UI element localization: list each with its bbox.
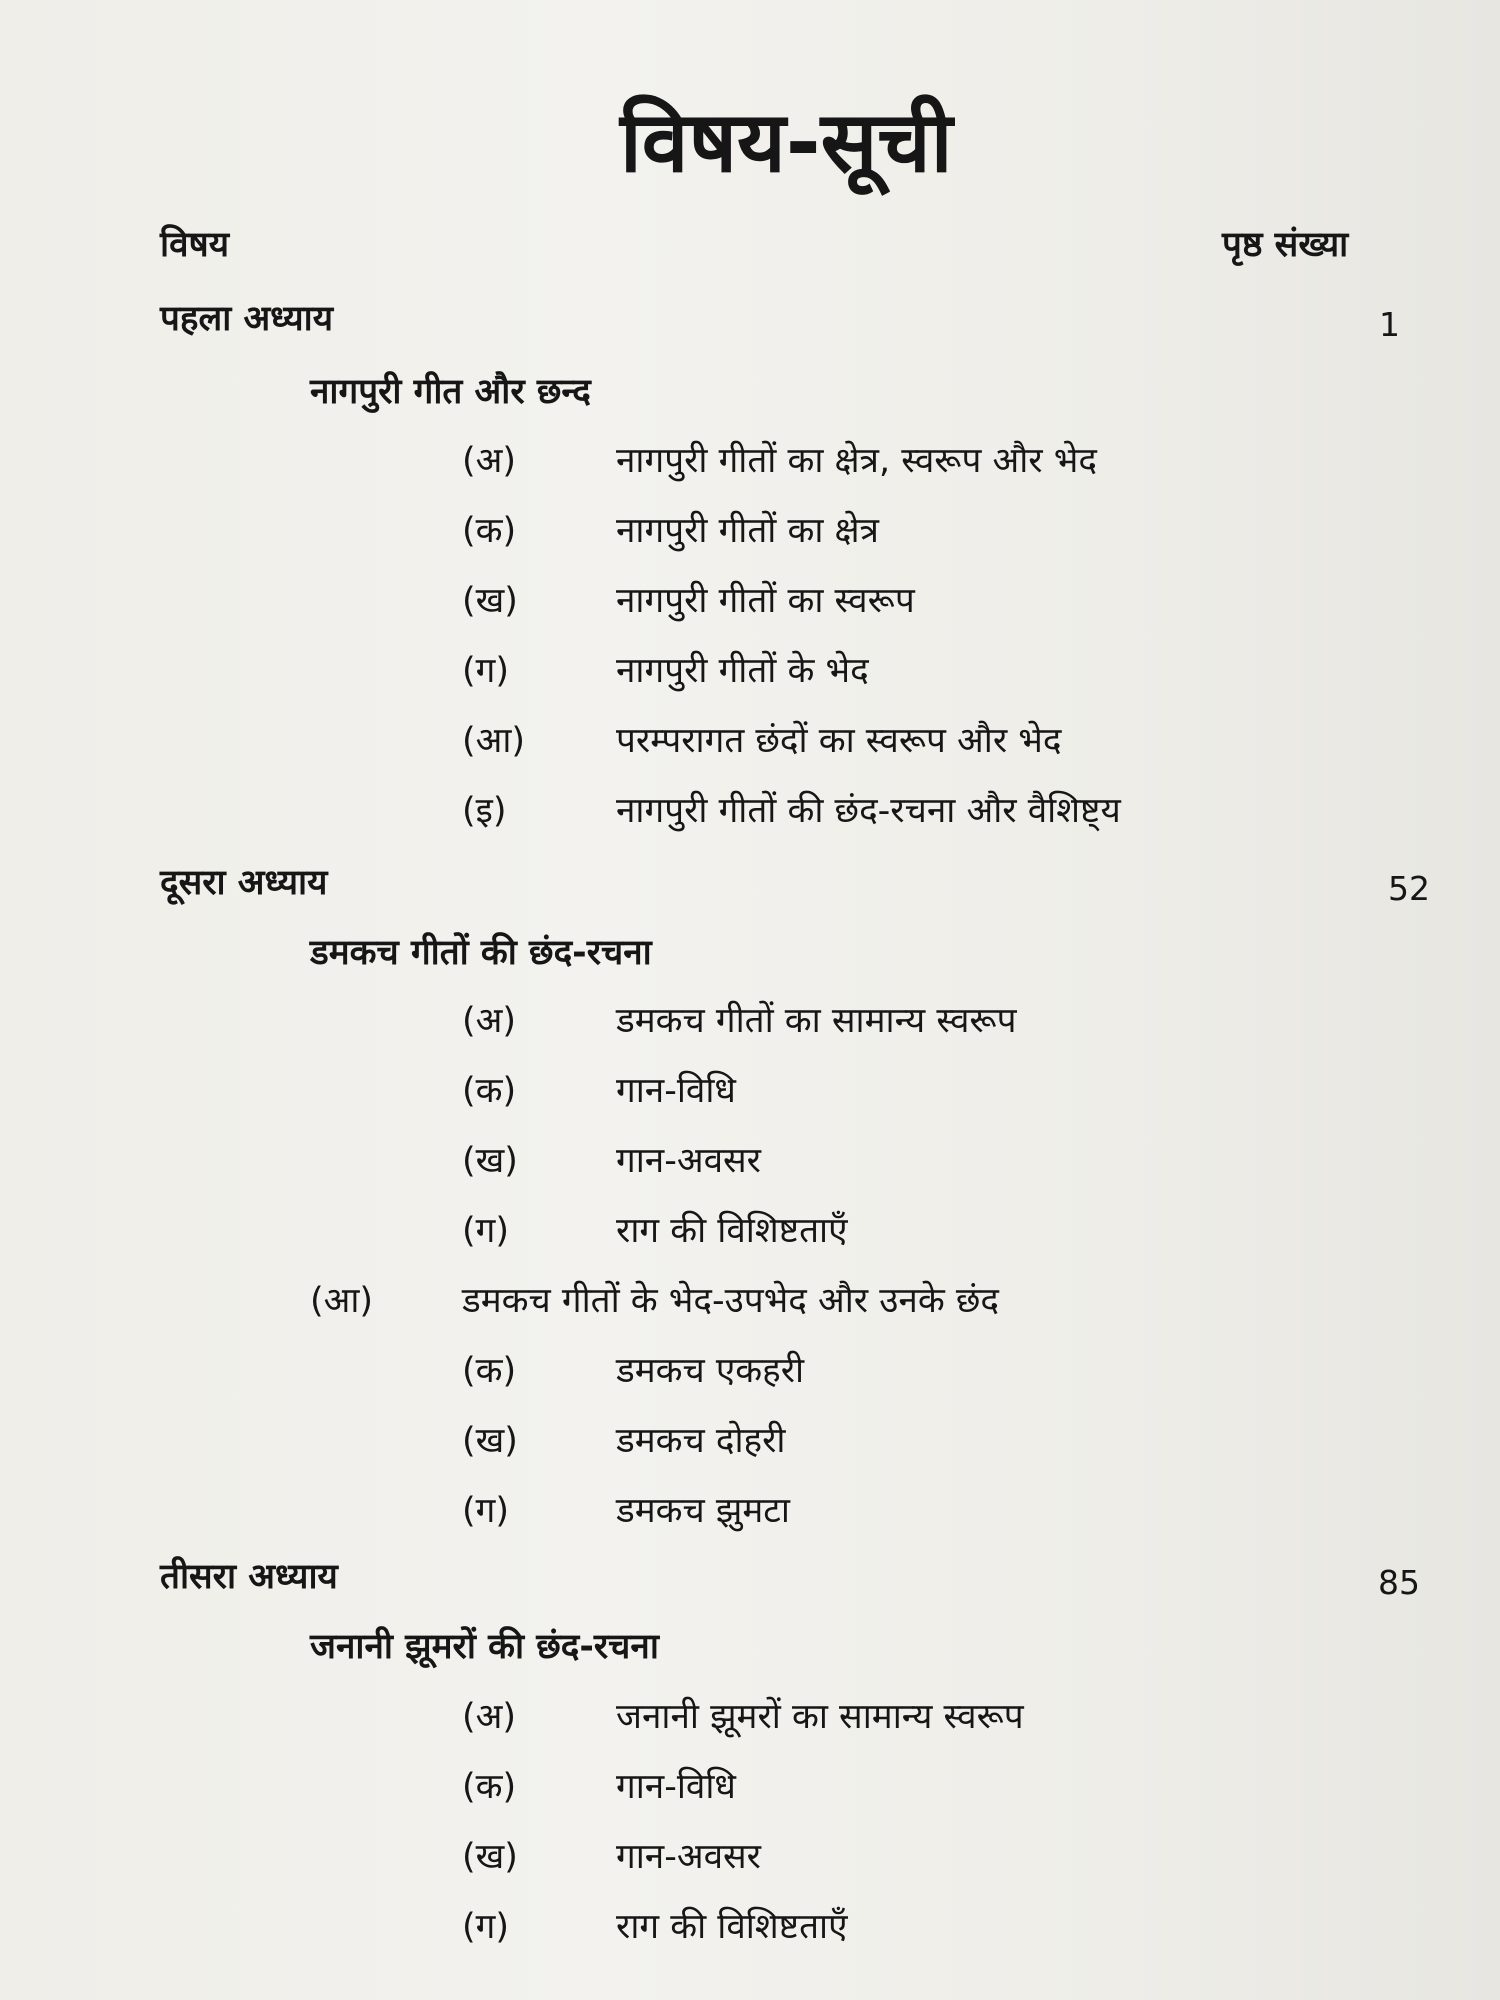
toc-entry: राग की विशिष्टताएँ — [616, 1211, 848, 1251]
toc-marker: (ख) — [462, 1837, 518, 1877]
toc-entry: गान-विधि — [616, 1071, 736, 1111]
column-header-subject: विषय — [160, 225, 230, 265]
chapter-3-label: तीसरा अध्याय — [160, 1557, 338, 1597]
toc-marker: (आ) — [310, 1281, 374, 1321]
toc-entry: गान-अवसर — [616, 1837, 761, 1877]
toc-marker: (ग) — [462, 1491, 510, 1531]
toc-marker: (ख) — [462, 1421, 518, 1461]
chapter-2-subtitle: डमकच गीतों की छंद-रचना — [310, 933, 652, 973]
toc-marker: (ग) — [462, 1907, 510, 1947]
chapter-1-label: पहला अध्याय — [160, 299, 334, 339]
toc-marker: (ख) — [462, 581, 518, 621]
chapter-3-page-number: 85 — [1378, 1563, 1420, 1602]
toc-marker: (अ) — [462, 441, 517, 481]
toc-marker: (क) — [462, 1767, 517, 1807]
toc-marker: (ग) — [462, 651, 510, 691]
toc-marker: (क) — [462, 511, 517, 551]
toc-entry: डमकच गीतों के भेद-उपभेद और उनके छंद — [462, 1281, 999, 1321]
column-header-page-number: पृष्ठ संख्या — [1222, 225, 1349, 265]
toc-entry: गान-अवसर — [616, 1141, 761, 1181]
chapter-1-page-number: 1 — [1379, 305, 1400, 344]
toc-entry: डमकच गीतों का सामान्य स्वरूप — [616, 1001, 1017, 1041]
toc-marker: (अ) — [462, 1001, 517, 1041]
toc-marker: (ग) — [462, 1211, 510, 1251]
page-title: विषय-सूची — [620, 93, 953, 191]
toc-entry: जनानी झूमरों का सामान्य स्वरूप — [616, 1697, 1024, 1737]
toc-entry: नागपुरी गीतों के भेद — [616, 651, 869, 691]
toc-marker: (आ) — [462, 721, 526, 761]
toc-marker: (इ) — [462, 791, 507, 831]
toc-entry: डमकच दोहरी — [616, 1421, 786, 1461]
toc-entry: नागपुरी गीतों का क्षेत्र, स्वरूप और भेद — [616, 441, 1097, 481]
toc-marker: (क) — [462, 1071, 517, 1111]
toc-marker: (ख) — [462, 1141, 518, 1181]
toc-entry: नागपुरी गीतों का स्वरूप — [616, 581, 915, 621]
chapter-2-label: दूसरा अध्याय — [160, 863, 328, 903]
toc-entry: डमकच एकहरी — [616, 1351, 805, 1391]
toc-entry: परम्परागत छंदों का स्वरूप और भेद — [616, 721, 1062, 761]
chapter-3-subtitle: जनानी झूमरों की छंद-रचना — [310, 1627, 659, 1667]
toc-marker: (क) — [462, 1351, 517, 1391]
chapter-1-subtitle: नागपुरी गीत और छन्द — [310, 372, 591, 412]
toc-entry: गान-विधि — [616, 1767, 736, 1807]
toc-entry: नागपुरी गीतों का क्षेत्र — [616, 511, 879, 551]
toc-marker: (अ) — [462, 1697, 517, 1737]
toc-entry: नागपुरी गीतों की छंद-रचना और वैशिष्ट्य — [616, 791, 1121, 831]
toc-entry: राग की विशिष्टताएँ — [616, 1907, 848, 1947]
toc-entry: डमकच झुमटा — [616, 1491, 790, 1531]
chapter-2-page-number: 52 — [1388, 869, 1430, 908]
